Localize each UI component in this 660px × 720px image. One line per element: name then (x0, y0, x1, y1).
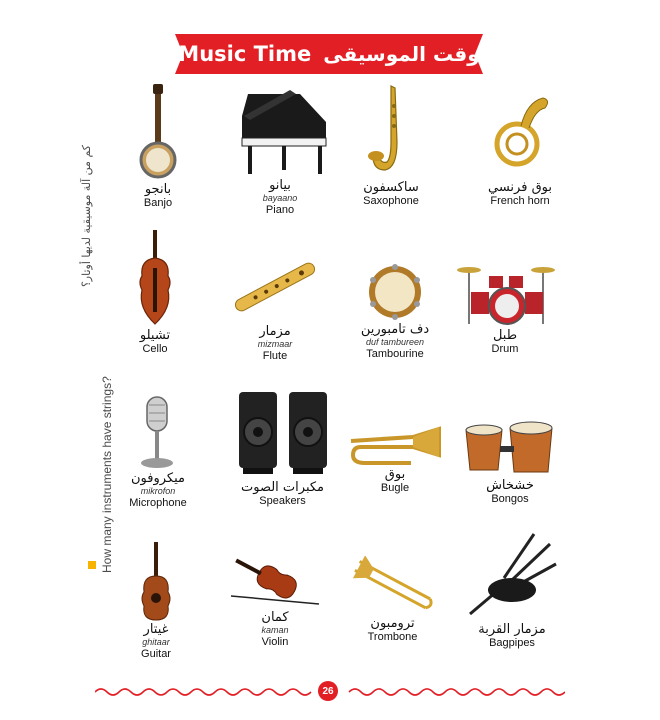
instrument-english: Banjo (143, 197, 173, 209)
instrument-bagpipes (462, 530, 562, 650)
instrument-english: Saxophone (363, 195, 419, 207)
instrument-bugle (345, 425, 445, 495)
instrument-transliteration: kaman (261, 625, 289, 635)
instrument-english: Cello (142, 343, 168, 355)
banjo-icon (128, 82, 188, 182)
instrument-trombone (345, 556, 440, 644)
instrument-english: French horn (490, 195, 550, 207)
instrument-english: Bagpipes (489, 637, 535, 649)
side-question-english: How many instruments have strings? (100, 376, 114, 573)
title-banner (175, 34, 483, 74)
side-question (80, 145, 114, 585)
instrument-speakers (225, 388, 340, 508)
instrument-saxophone (350, 82, 432, 208)
instrument-arabic: ميكروفون (131, 471, 185, 486)
instrument-english: Violin (261, 636, 289, 648)
instrument-arabic: كمان (261, 610, 289, 625)
tambourine-icon (365, 262, 425, 322)
instrument-english: Drum (491, 343, 519, 355)
instrument-flute (220, 250, 330, 363)
instrument-english: Piano (265, 204, 295, 216)
instrument-english: Guitar (141, 648, 171, 660)
bugle-icon (347, 425, 443, 467)
instrument-transliteration: duf tambureen (365, 337, 425, 347)
instrument-arabic: ساكسفون (363, 180, 419, 195)
microphone-icon (133, 395, 183, 471)
instrument-transliteration: bayaano (262, 193, 298, 203)
piano-icon (230, 86, 330, 178)
instrument-transliteration: mikrofon (140, 486, 176, 496)
instrument-violin (225, 552, 325, 649)
side-question-arabic: كم من آلة موسيقية لديها أوتار؟ (80, 145, 93, 288)
instrument-arabic: ترومبون (370, 616, 415, 631)
instrument-arabic: مزمار (259, 324, 291, 339)
bagpipes-icon (464, 530, 560, 622)
saxophone-icon (361, 82, 421, 180)
instrument-arabic: تشيلو (139, 328, 171, 343)
instrument-arabic: مزمار القربة (478, 622, 546, 637)
instrument-english: Trombone (367, 631, 418, 643)
flute-icon (225, 250, 325, 324)
instrument-guitar (120, 540, 192, 661)
instrument-tambourine (345, 262, 445, 361)
instrument-bongos (460, 418, 560, 506)
cello-icon (130, 228, 180, 328)
instrument-english: Bugle (380, 482, 410, 494)
drum-icon (455, 262, 555, 328)
instrument-arabic: مكبرات الصوت (240, 480, 325, 495)
instrument-piano (225, 86, 335, 217)
instrument-cello (120, 228, 190, 356)
side-bullet (88, 561, 96, 569)
instrument-arabic: بوق (384, 467, 406, 482)
french-horn-icon (485, 92, 555, 180)
instrument-arabic: خشخاش (486, 478, 534, 493)
speakers-icon (233, 388, 333, 480)
instrument-english: Flute (262, 350, 288, 362)
instrument-english: Speakers (259, 495, 306, 507)
instrument-arabic: بوق فرنسي (488, 180, 552, 195)
instrument-french-horn (475, 92, 565, 208)
bongos-icon (462, 418, 558, 478)
instrument-arabic: بيانو (269, 178, 291, 193)
instrument-banjo (118, 82, 198, 210)
trombone-icon (348, 556, 438, 616)
title-english: Music Time (178, 42, 312, 66)
instrument-english: Tambourine (366, 348, 424, 360)
instrument-transliteration: ghitaar (142, 637, 170, 647)
instrument-arabic: طبل (492, 328, 518, 343)
guitar-icon (134, 540, 178, 622)
instrument-english: Bongos (491, 493, 529, 505)
page-number: 26 (318, 681, 338, 701)
instrument-arabic: بانجو (144, 182, 172, 197)
instrument-microphone (118, 395, 198, 510)
title-arabic: وقت الموسيقى (323, 42, 480, 66)
instrument-drum (450, 262, 560, 356)
instrument-transliteration: mizmaar (257, 339, 293, 349)
instrument-arabic: غيتار (143, 622, 169, 637)
violin-icon (227, 552, 323, 610)
instrument-english: Microphone (129, 497, 187, 509)
instrument-arabic: دف تامبورين (360, 322, 430, 337)
